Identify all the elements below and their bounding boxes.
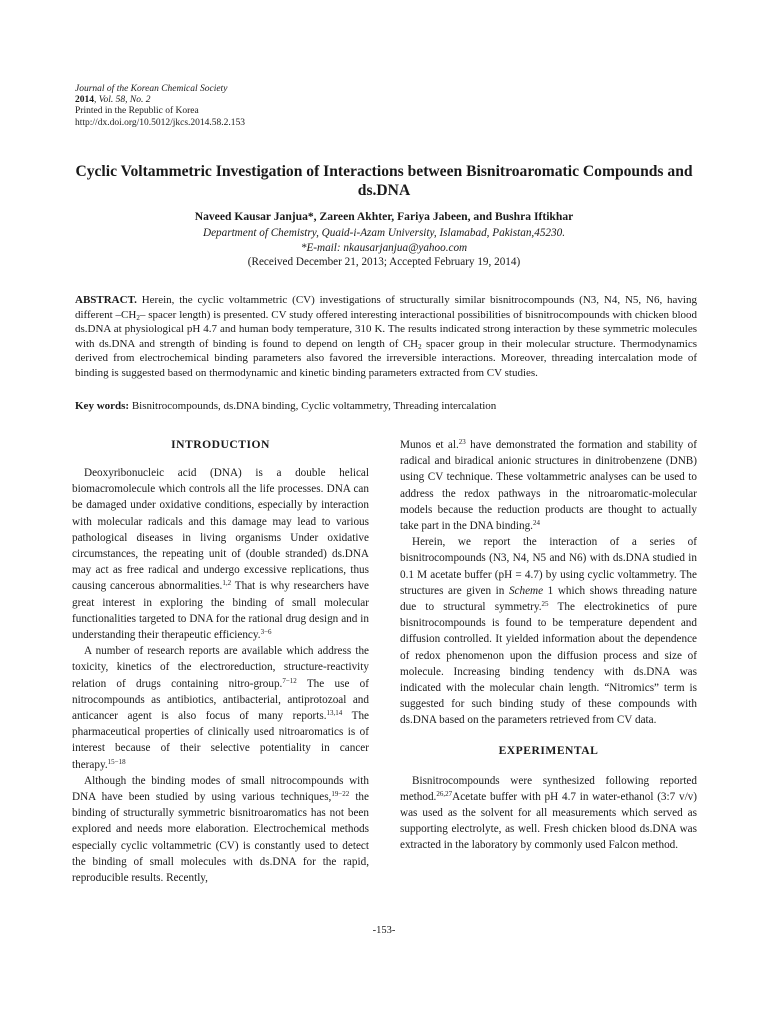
intro-text: Although the binding modes of small nitrocompounds with DNA have been studied by using various techniques, bbox=[72, 774, 369, 804]
journal-header bbox=[75, 84, 245, 129]
abstract bbox=[75, 293, 697, 381]
experimental-heading: EXPERIMENTAL bbox=[498, 743, 599, 757]
scheme-reference: Scheme bbox=[508, 584, 544, 597]
citation: 15−18 bbox=[107, 757, 126, 766]
intro-text: Deoxyribonucleic acid (DNA) is a double helical biomacromolecule which controls all the life processes. DNA can be damaged under oxidative conditions, especially by interaction with molecular radicals and this damage may lead to various pathological diseases in living organisms Under oxidative circumstances, the repeating unit of (double stranded) ds.DNA may act as free radical and undergo excessive replications, thus causing cancerous abnormalities. bbox=[72, 467, 369, 593]
intro-text: Munos et al. bbox=[400, 439, 459, 451]
keywords bbox=[75, 400, 697, 412]
citation: 24 bbox=[532, 519, 540, 528]
corresponding-email[interactable]: *E-mail: nkausarjanjua@yahoo.com bbox=[300, 241, 468, 254]
received-dates: (Received December 21, 2013; Accepted February 19, 2014) bbox=[247, 256, 521, 268]
doi-link[interactable]: http://dx.doi.org/10.5012/jkcs.2014.58.2.153 bbox=[75, 117, 246, 128]
citation: 7−12 bbox=[282, 676, 297, 685]
intro-paragraph-3 bbox=[72, 773, 369, 886]
abstract-sub-1: 2 bbox=[136, 313, 140, 322]
introduction-heading: INTRODUCTION bbox=[171, 438, 270, 451]
intro-text: have demonstrated the formation and stability of radical and biradical anionic structures in dinitrobenzene (DNB) using CV technique. These voltammetric analyses can be used to address the redox pathways in the nitroaromatic-molecular models because the reduction products are thought to actually take part in the DNA binding. bbox=[400, 439, 697, 533]
abstract-text-1: Herein, the cyclic voltammetric (CV) investigations of structurally similar bisnitrocompounds (N3, N4, N5, N6, having different –CH bbox=[75, 294, 697, 321]
citation: 26,27 bbox=[436, 789, 453, 798]
affiliation: Department of Chemistry, Quaid-i-Azam University, Islamabad, Pakistan,45230. bbox=[202, 227, 565, 239]
abstract-text-2: – spacer length) is presented. CV study offered interesting interactional possibilities of bisnitrocompounds with chicken blood ds.DNA at physiological pH 4.7 and human body temperature, 310 K. The results indicated strong interaction by these symmetric molecules with ds.DNA and strength of binding is found to depend on length of CH bbox=[75, 308, 697, 350]
intro-paragraph-2 bbox=[72, 643, 369, 773]
citation: 1,2 bbox=[222, 579, 232, 588]
author-list: Naveed Kausar Janjua*, Zareen Akhter, Fariya Jabeen, and Bushra Iftikhar bbox=[194, 210, 574, 223]
citation: 13,14 bbox=[326, 709, 343, 718]
abstract-text-3: spacer group in their molecular structure. Thermodynamics derived from electrochemical binding parameters also favored the irreversible interactions. Moreover, threading intercalation mode of binding is suggested based on thermodynamic and kinetic binding parameters extracted from CV studies. bbox=[75, 337, 697, 379]
citation: 25 bbox=[541, 600, 549, 609]
journal-year: 2014 bbox=[75, 95, 94, 106]
intro-paragraph-3-continued bbox=[400, 437, 697, 534]
intro-text: The pharmaceutical properties of clinically used nitroaromatics is of interest because of their selective potentiality in cancer therapy. bbox=[72, 710, 370, 771]
affiliation-block bbox=[60, 226, 708, 255]
column-right bbox=[400, 437, 697, 854]
abstract-sub-2: 2 bbox=[418, 342, 422, 351]
printed-in: Printed in the Republic of Korea bbox=[75, 106, 199, 117]
experimental-paragraph-1 bbox=[400, 773, 697, 854]
journal-volume bbox=[75, 95, 245, 106]
intro-text: 1 which shows threading nature due to structural symmetry. bbox=[400, 584, 697, 614]
intro-paragraph-4 bbox=[400, 534, 697, 728]
citation: 19−22 bbox=[331, 790, 350, 799]
abstract-label: ABSTRACT. bbox=[75, 294, 137, 306]
intro-text: the binding of structurally symmetric bisnitroaromatics has not been explored and needs more elaboration. Electrochemical methods especially cyclic voltammetric (CV) is constantly used to detect the binding of small molecules with ds.DNA for the rapid, reproducible results. Recently, bbox=[72, 791, 369, 885]
keywords-text: Bisnitrocompounds, ds.DNA binding, Cyclic voltammetry, Threading intercalation bbox=[129, 400, 497, 412]
column-left bbox=[72, 437, 369, 886]
experimental-text: Bisnitrocompounds were synthesized following reported method. bbox=[400, 774, 697, 803]
intro-text: The electrokinetics of pure bisnitrocompounds is found to be temperature dependent and diffusion controlled. It yielded information about the dependence of redox phenomenon upon the diffusion process and size of molecule. Increasing binding tendency with ds.DNA was indicated with the molecular chain length. “Nitromics” term is suggested for such binding study of these compounds with ds.DNA based on the parameters retrieved from CV data. bbox=[400, 601, 697, 727]
intro-text: A number of research reports are available which address the toxicity, kinetics of the electroreduction, structure-reactivity relation of drugs containing nitro-group. bbox=[72, 645, 369, 690]
paper-title: Cyclic Voltammetric Investigation of Interactions between Bisnitroaromatic Compounds and ds.DNA bbox=[75, 163, 693, 199]
page-number: -153- bbox=[372, 925, 396, 936]
journal-vol-no: , Vol. 58, No. 2 bbox=[94, 95, 151, 106]
citation: 23 bbox=[458, 438, 466, 446]
intro-text: Herein, we report the interaction of a series of bisnitrocompounds (N3, N4, N5 and N6) with ds.DNA studied in 0.1 M acetate buffer (pH = 4.7) by using cyclic voltammetry. The structures are given in bbox=[400, 536, 697, 597]
intro-text: That is why researchers have great interest in exploring the binding of small molecular functionalities targeted to DNA for the rational drug design and in understanding their therapeutic efficiency. bbox=[72, 580, 369, 642]
experimental-text: Acetate buffer with pH 4.7 in water-ethanol (3:7 v/v) was used as the solvent for all measurements which served as supporting electrolyte, as well. Fresh chicken blood ds.DNA was extracted in the laboratory by commonly used Falcon method. bbox=[400, 790, 697, 852]
journal-name: Journal of the Korean Chemical Society bbox=[75, 84, 228, 94]
citation: 3−6 bbox=[260, 628, 272, 637]
intro-text: The use of nitrocompounds as antibiotics, antibacterial, antiprotozoal and anticancer agent is also focus of many reports. bbox=[72, 677, 369, 723]
keywords-label: Key words: bbox=[75, 400, 130, 412]
intro-paragraph-1 bbox=[72, 465, 369, 643]
